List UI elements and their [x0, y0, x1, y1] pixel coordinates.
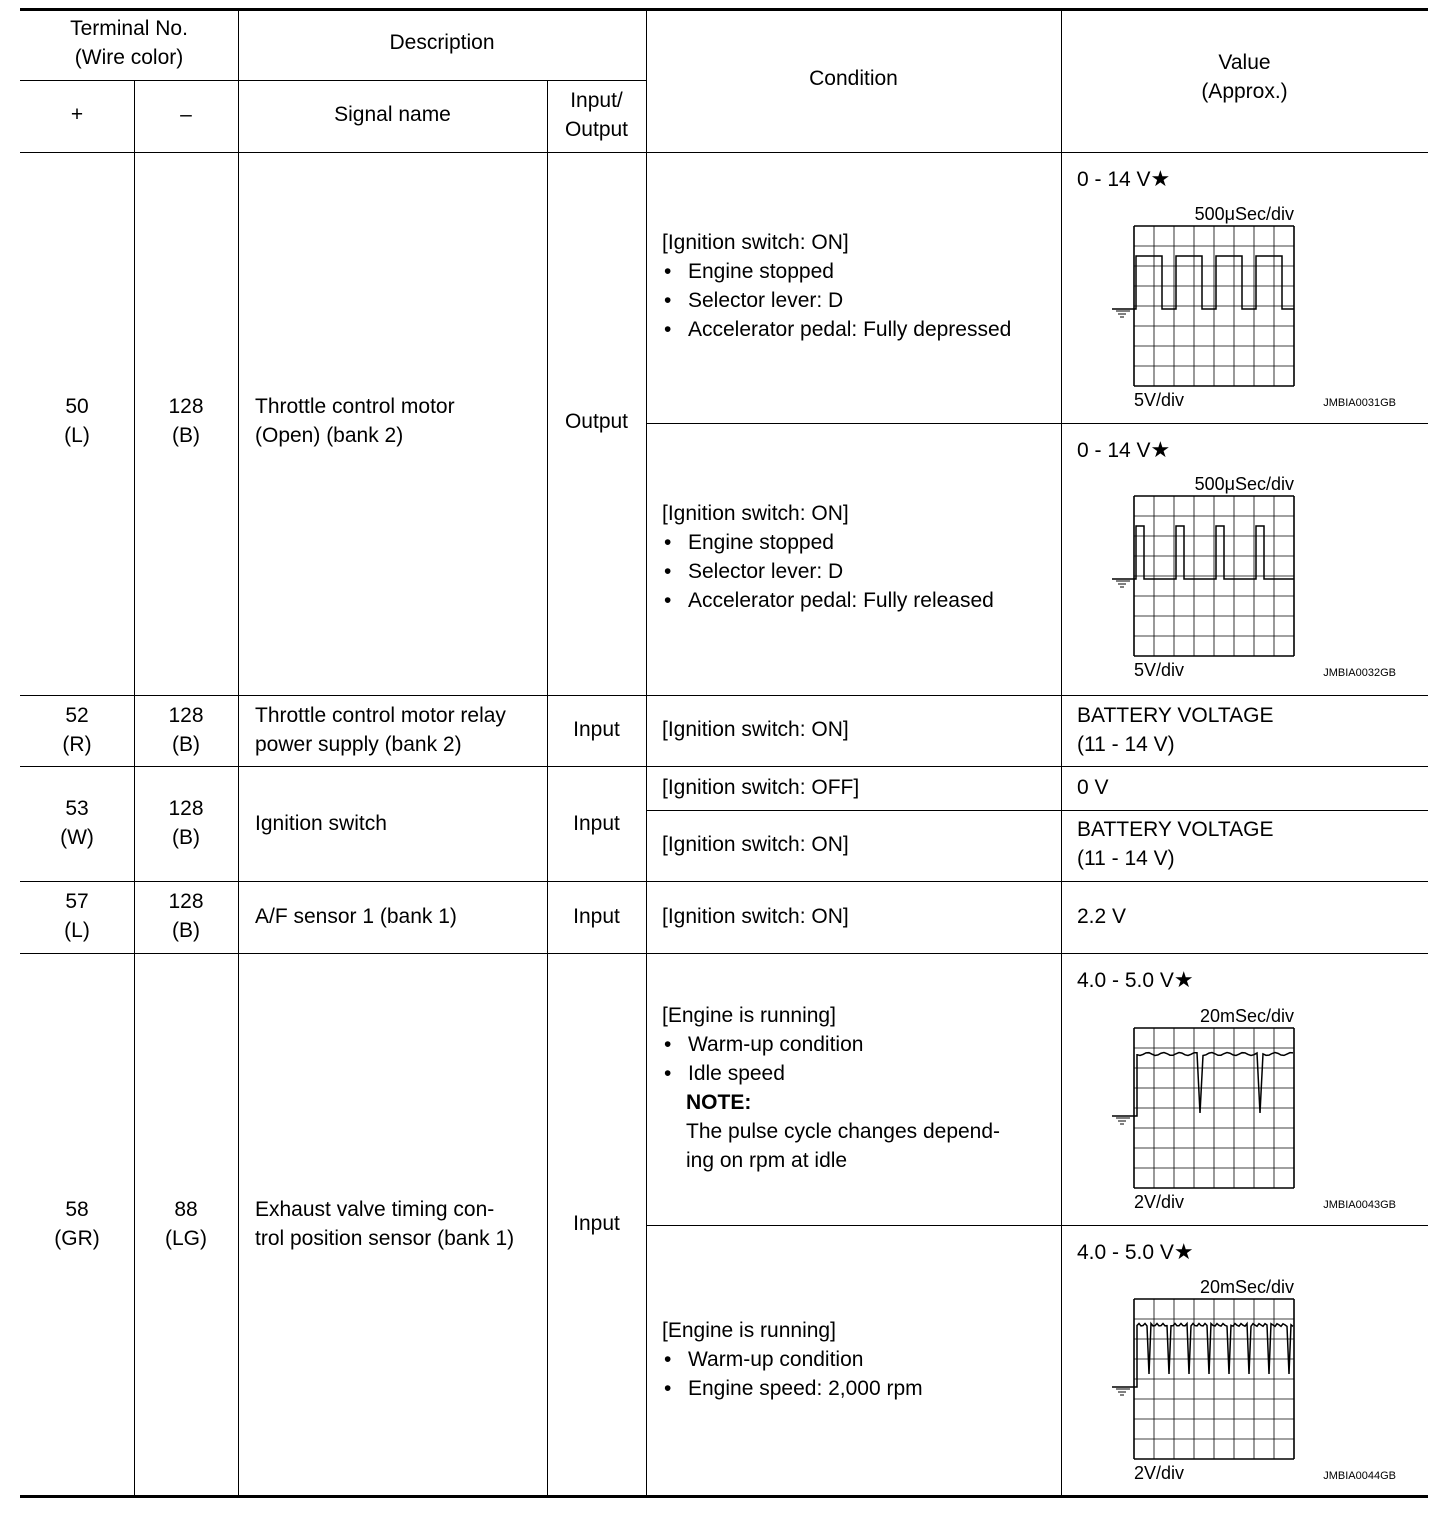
oscilloscope-waveform — [1080, 200, 1410, 415]
value-text: 0 V — [1077, 776, 1109, 799]
time-div-label: 500μSec/div — [1194, 474, 1294, 494]
io-type: Input — [573, 1212, 620, 1235]
row-divider — [20, 953, 1428, 954]
value-text: 2.2 V — [1077, 905, 1127, 928]
header-input-output: Input/ Output — [564, 89, 629, 141]
condition-text: [Ignition switch: ON] — [662, 718, 849, 741]
col-divider — [646, 10, 647, 1496]
time-div-label: 500μSec/div — [1194, 204, 1294, 224]
terminal-plus: 58 (GR) — [54, 1198, 100, 1250]
value-range: 0 - 14 V★ — [1077, 166, 1171, 191]
terminal-minus: 128 (B) — [168, 704, 204, 756]
oscilloscope-waveform — [1080, 470, 1410, 685]
volt-div-label: 5V/div — [1134, 660, 1185, 680]
ground-icon — [1116, 1118, 1130, 1124]
star-icon: ★ — [1150, 437, 1171, 462]
figure-code: JMBIA0032GB — [1323, 667, 1396, 679]
condition-text: [Ignition switch: OFF] — [662, 776, 860, 799]
value-text: BATTERY VOLTAGE (11 - 14 V) — [1077, 704, 1274, 756]
terminal-plus: 53 (W) — [60, 797, 94, 849]
io-type: Output — [564, 410, 629, 433]
condition-text: [Ignition switch: ON] • Engine stopped • Selector lever: D • Accelerator pedal: Fully released — [662, 502, 994, 612]
volt-div-label: 2V/div — [1134, 1463, 1185, 1483]
waveform-trace — [1112, 526, 1294, 579]
col-divider — [134, 80, 135, 1496]
value-text: BATTERY VOLTAGE (11 - 14 V) — [1077, 818, 1274, 870]
value-range: 0 - 14 V★ — [1077, 437, 1171, 462]
col-divider — [238, 10, 239, 1496]
scope-grid — [1080, 1002, 1410, 1217]
star-icon: ★ — [1150, 166, 1171, 191]
scope-grid — [1080, 470, 1410, 685]
signal-name: Throttle control motor (Open) (bank 2) — [255, 395, 455, 447]
time-div-label: 20mSec/div — [1199, 1277, 1294, 1297]
terminal-plus: 57 (L) — [64, 890, 90, 942]
io-type: Input — [573, 718, 620, 741]
header-plus: + — [70, 103, 84, 126]
col-divider — [1061, 10, 1062, 1496]
col-divider — [547, 80, 548, 1496]
value-range: 4.0 - 5.0 V★ — [1077, 1239, 1194, 1264]
header-signal-name: Signal name — [334, 103, 451, 126]
cond-divider — [646, 810, 1428, 811]
condition-text: [Engine is running] • Warm-up condition • Engine speed: 2,000 rpm — [662, 1319, 923, 1400]
terminal-plus: 50 (L) — [64, 395, 90, 447]
terminal-minus: 88 (LG) — [165, 1198, 207, 1250]
condition-text: [Ignition switch: ON] — [662, 833, 849, 856]
ground-icon — [1116, 311, 1130, 317]
io-type: Input — [573, 905, 620, 928]
row-divider — [20, 766, 1428, 767]
header-subrule — [20, 80, 646, 81]
table-top-rule — [20, 8, 1428, 11]
star-icon: ★ — [1173, 1239, 1194, 1264]
signal-name: Throttle control motor relay power supply (bank 2) — [255, 704, 506, 756]
header-bottom-rule — [20, 152, 1428, 153]
row-divider — [20, 881, 1428, 882]
io-type: Input — [573, 812, 620, 835]
waveform-trace — [1112, 256, 1294, 309]
terminal-minus: 128 (B) — [168, 797, 204, 849]
signal-name: Ignition switch — [255, 812, 387, 835]
header-value: Value (Approx.) — [1201, 51, 1288, 103]
oscilloscope-waveform — [1080, 1002, 1410, 1217]
table-bottom-rule — [20, 1495, 1428, 1498]
scope-grid — [1080, 1273, 1410, 1488]
time-div-label: 20mSec/div — [1199, 1006, 1294, 1026]
figure-code: JMBIA0043GB — [1323, 1199, 1396, 1211]
header-minus: – — [180, 103, 192, 126]
header-description: Description — [389, 31, 495, 54]
terminal-minus: 128 (B) — [168, 395, 204, 447]
scope-grid — [1080, 200, 1410, 415]
cond-divider — [646, 423, 1428, 424]
condition-text: [Ignition switch: ON] • Engine stopped • Selector lever: D • Accelerator pedal: Fully depressed — [662, 231, 1012, 341]
figure-code: JMBIA0031GB — [1323, 397, 1396, 409]
row-divider — [20, 695, 1428, 696]
header-terminal-no: Terminal No. (Wire color) — [70, 17, 188, 69]
waveform-trace — [1112, 1324, 1293, 1388]
oscilloscope-waveform — [1080, 1273, 1410, 1488]
value-range: 4.0 - 5.0 V★ — [1077, 967, 1194, 992]
terminal-minus: 128 (B) — [168, 890, 204, 942]
signal-name: Exhaust valve timing con- trol position sensor (bank 1) — [255, 1198, 515, 1250]
cond-divider — [646, 1225, 1428, 1226]
waveform-trace — [1112, 1053, 1293, 1116]
ground-icon — [1116, 1389, 1130, 1395]
signal-name: A/F sensor 1 (bank 1) — [255, 905, 457, 928]
ground-icon — [1116, 581, 1130, 587]
terminal-plus: 52 (R) — [62, 704, 92, 756]
condition-text: [Ignition switch: ON] — [662, 905, 849, 928]
star-icon: ★ — [1173, 967, 1194, 992]
volt-div-label: 5V/div — [1134, 390, 1185, 410]
header-condition: Condition — [809, 67, 898, 90]
condition-text: [Engine is running] • Warm-up condition • Idle speed NOTE: The pulse cycle changes depend- ing on rpm at idle — [662, 1004, 1001, 1172]
volt-div-label: 2V/div — [1134, 1192, 1185, 1212]
figure-code: JMBIA0044GB — [1323, 1470, 1396, 1482]
